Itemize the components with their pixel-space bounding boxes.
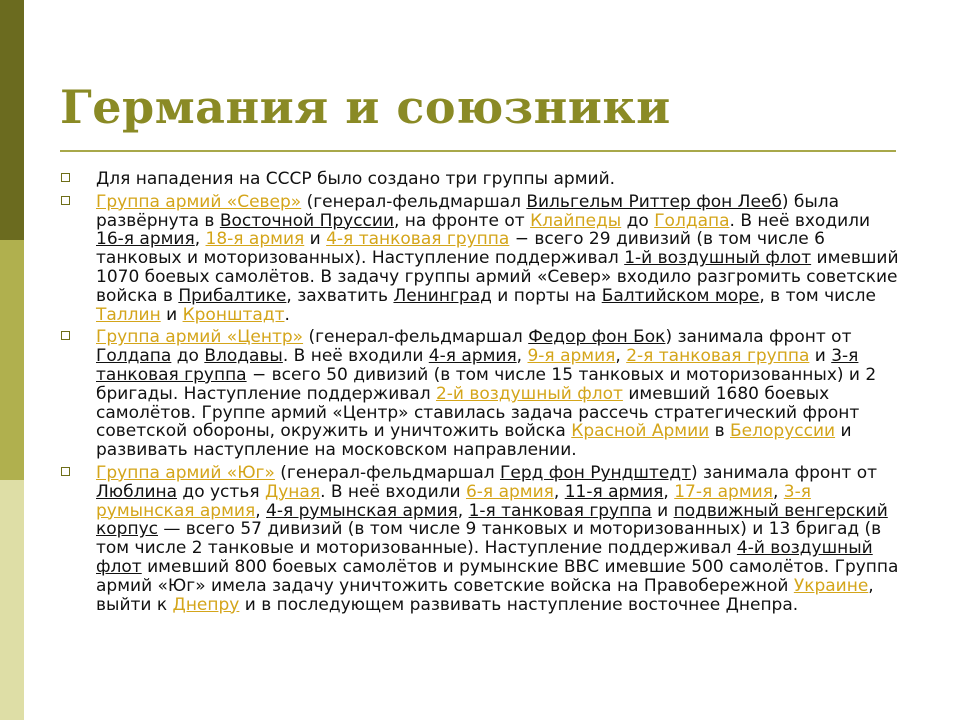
link-3rd-romanian-army[interactable]: 3-я румынская армия <box>96 481 811 521</box>
link-1st-panzer-group[interactable]: 1-я танковая группа <box>468 500 652 521</box>
link-baltic-sea[interactable]: Балтийском море <box>601 285 760 306</box>
text: . В неё входили <box>729 210 871 231</box>
text: − всего 50 дивизий (в том числе 15 танковых и моторизованных) и 2 бригады. Наступление поддерживал <box>96 364 877 404</box>
link-klaipeda[interactable]: Клайпеды <box>530 210 622 231</box>
text: . <box>284 304 290 325</box>
text: до устья <box>177 481 265 502</box>
text: , <box>516 346 528 367</box>
text: (генерал-фельдмаршал <box>274 462 501 483</box>
text: ) занимала фронт от <box>691 462 878 483</box>
link-lublin[interactable]: Люблина <box>96 481 178 502</box>
text: и <box>809 346 832 367</box>
link-bock[interactable]: Федор фон Бок <box>528 327 666 348</box>
link-ukraine[interactable]: Украине <box>793 575 869 596</box>
square-bullet-icon <box>61 331 70 340</box>
link-kronstadt[interactable]: Кронштадт <box>182 304 285 325</box>
link-4th-panzer-group[interactable]: 4-я танковая группа <box>326 229 510 250</box>
link-4th-army[interactable]: 4-я армия <box>428 346 517 367</box>
square-bullet-icon <box>61 173 70 182</box>
text: до <box>171 346 205 367</box>
bullet-text: Для нападения на СССР было создано три группы армий. <box>96 169 616 189</box>
decor-bar-top <box>0 0 24 240</box>
link-belarus[interactable]: Белоруссии <box>730 421 836 442</box>
link-6th-army[interactable]: 6-я армия <box>465 481 554 502</box>
text: , в том числе <box>759 285 876 306</box>
link-rundstedt[interactable]: Герд фон Рундштедт <box>500 462 691 483</box>
text: в <box>709 421 731 442</box>
text: , выйти к <box>96 575 874 615</box>
text: (генерал-фельдмаршал <box>303 327 529 348</box>
text: . В неё входили <box>320 481 466 502</box>
bullet-item-intro <box>60 170 900 189</box>
link-11th-army[interactable]: 11-я армия <box>564 481 664 502</box>
link-4th-air-fleet[interactable]: 4-й воздушный флот <box>96 538 873 577</box>
link-1st-air-fleet[interactable]: 1-й воздушный флот <box>624 248 812 269</box>
text: имевший 800 боевых самолётов и румынские ВВС имевшие 500 самолётов. Группа армий «Юг» имела задачу уничтожить советские войска на Правобережной <box>96 556 899 596</box>
text: и в последующем развивать наступление восточнее Днепра. <box>239 594 799 615</box>
text: имевший 1680 боевых самолётов. Группе армий «Центр» ставилась задача рассечь стратегический фронт советской обороны, окружить и уничтожить войска <box>96 383 860 442</box>
text: и развивать наступление на московском направлении. <box>96 421 852 461</box>
link-17th-army[interactable]: 17-я армия <box>674 481 773 502</box>
decor-bar-middle <box>0 240 24 480</box>
text: — всего 57 дивизий (в том числе 9 танковых и моторизованных) и 13 бригад (в том числе 2 танковые и моторизованные). Наступление поддерживал <box>96 519 882 559</box>
bullet-list <box>60 170 900 618</box>
square-bullet-icon <box>61 467 70 476</box>
text: − всего 29 дивизий (в том числе 6 танковых и моторизованных). Наступление поддерживал <box>96 229 825 269</box>
link-goldap[interactable]: Голдапа <box>96 346 172 367</box>
text: и <box>304 229 327 250</box>
bullet-item-center <box>60 328 900 460</box>
text: и <box>160 304 183 325</box>
text: , <box>553 481 565 502</box>
link-2nd-air-fleet[interactable]: 2-й воздушный флот <box>435 383 623 404</box>
text: до <box>621 210 655 231</box>
text: . В неё входили <box>282 346 429 367</box>
square-bullet-icon <box>61 196 70 205</box>
link-red-army[interactable]: Красной Армии <box>571 421 710 442</box>
text: ) занимала фронт от <box>665 327 852 348</box>
link-3rd-panzer-group[interactable]: 3-я танковая группа <box>96 346 859 385</box>
link-goldap[interactable]: Голдапа <box>654 210 730 231</box>
link-tallinn[interactable]: Таллин <box>96 304 161 325</box>
link-2nd-panzer-group[interactable]: 2-я танковая группа <box>626 346 810 367</box>
link-army-group-north[interactable]: Группа армий «Север» <box>96 191 302 212</box>
link-leeb[interactable]: Вильгельм Риттер фон Лееб <box>526 191 782 212</box>
link-9th-army[interactable]: 9-я армия <box>527 346 616 367</box>
link-east-prussia[interactable]: Восточной Пруссии <box>219 210 394 231</box>
text: и <box>651 500 674 521</box>
bullet-item-south <box>60 464 900 614</box>
text: , <box>772 481 784 502</box>
text: ) была развёрнута в <box>96 191 840 231</box>
decor-bar-bottom <box>0 480 24 720</box>
text: , <box>457 500 469 521</box>
link-army-group-center[interactable]: Группа армий «Центр» <box>96 327 304 348</box>
link-dnieper[interactable]: Днепру <box>172 594 240 615</box>
title-divider <box>60 150 896 152</box>
link-wlodawa[interactable]: Влодавы <box>204 346 283 367</box>
link-18th-army[interactable]: 18-я армия <box>205 229 305 250</box>
text: и порты на <box>491 285 602 306</box>
text: (генерал-фельдмаршал <box>301 191 527 212</box>
link-leningrad[interactable]: Ленинград <box>393 285 492 306</box>
text: , на фронте от <box>394 210 531 231</box>
text: , <box>194 229 206 250</box>
link-16th-army[interactable]: 16-я армия <box>96 229 195 250</box>
bullet-item-north <box>60 193 900 325</box>
text: , <box>615 346 627 367</box>
slide-title: Германия и союзники <box>60 80 671 134</box>
text: имевший 1070 боевых самолётов. В задачу группы армий «Север» входило разгромить советские войска в <box>96 248 899 306</box>
link-danube[interactable]: Дуная <box>264 481 321 502</box>
link-hungarian-corps[interactable]: подвижный венгерский корпус <box>96 500 888 540</box>
text: , <box>663 481 675 502</box>
link-baltics[interactable]: Прибалтике <box>178 285 287 306</box>
link-4th-romanian-army[interactable]: 4-я румынская армия <box>266 500 458 521</box>
text: , <box>255 500 266 521</box>
text: , захватить <box>286 285 394 306</box>
link-army-group-south[interactable]: Группа армий «Юг» <box>96 462 275 483</box>
